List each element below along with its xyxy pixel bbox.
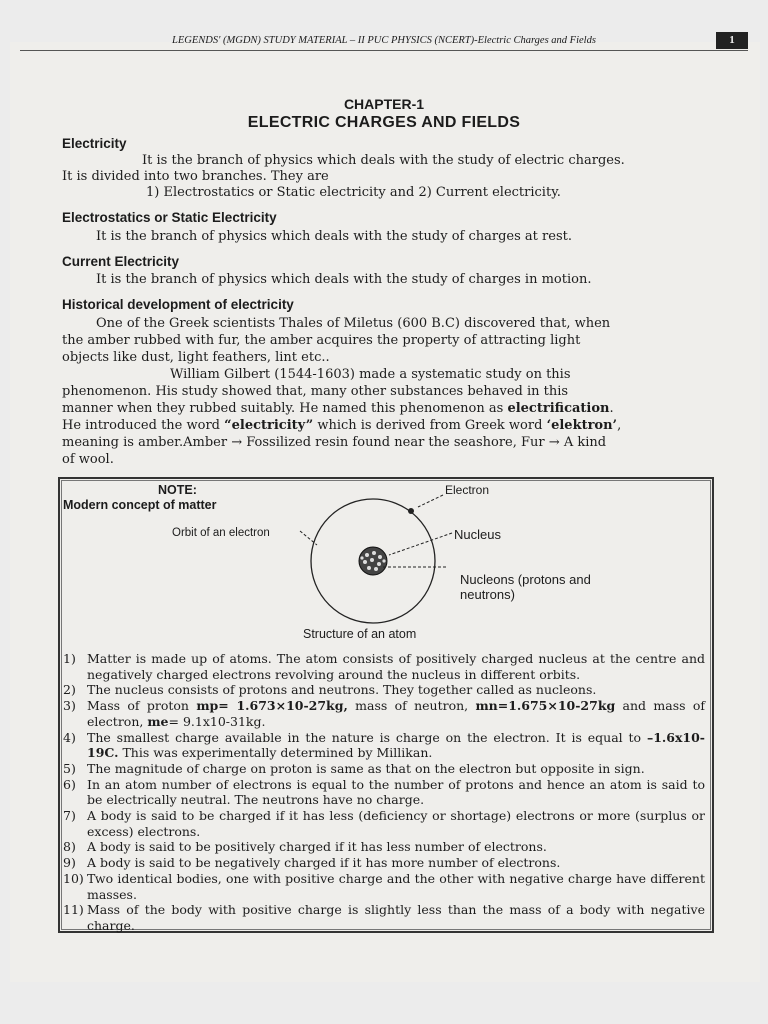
orbit-pointer	[300, 531, 317, 545]
history-line-8-a: meaning is amber.Amber	[62, 435, 228, 450]
list-item: 4) The smallest charge available in the nature is charge on the electron. It is equal to –1.6x10-19C. This was experimentally determined by Millikan.	[63, 729, 705, 761]
term-electrification: electrification	[507, 401, 610, 416]
list-item: 2) The nucleus consists of protons and neutrons. They together called as nucleons.	[63, 682, 597, 698]
history-line-4: William Gilbert (1544-1603) made a systematic study on this	[170, 367, 571, 382]
page-number: 1	[716, 32, 748, 49]
electricity-line1: It is the branch of physics which deals with the study of electric charges.	[142, 153, 625, 168]
running-title: LEGENDS' (MGDN) STUDY MATERIAL – II PUC PHYSICS (NCERT)-Electric Charges and Fields	[172, 35, 596, 46]
history-line-7-a: He introduced the word	[62, 418, 220, 433]
heading-current-electricity: Current Electricity	[62, 254, 180, 269]
history-line-7-b: which is derived from Greek word	[317, 418, 543, 433]
history-line-8-b: Fossilized resin found near the seashore, Fur	[246, 435, 545, 450]
label-electron: Electron	[445, 483, 490, 497]
history-line-2: the amber rubbed with fur, the amber acquires the property of attracting light	[62, 333, 581, 348]
history-line-8	[62, 434, 702, 451]
list-item: 1) Matter is made up of atoms. The atom consists of positively charged nucleus at the centre and negatively charged electrons revolving around the nucleus in different orbits.	[63, 651, 705, 682]
history-line-6-text: manner when they rubbed suitably. He named this phenomenon as	[62, 401, 504, 416]
term-elektron: ‘elektron’	[546, 418, 618, 433]
history-line-6: manner when they rubbed suitably. He named this phenomenon as electrification.	[62, 401, 614, 416]
note-points	[63, 651, 705, 934]
label-nucleons-2: neutrons)	[460, 587, 515, 602]
heading-electricity: Electricity	[62, 136, 127, 151]
list-item: 10) Two identical bodies, one with positive charge and the other with negative charge have different masses.	[63, 870, 705, 902]
history-line-9: of wool.	[62, 452, 114, 467]
history-line-7: He introduced the word “electricity” which is derived from Greek word ‘elektron’,	[62, 418, 622, 433]
note-heading: Modern concept of matter	[63, 498, 217, 512]
chapter-title: ELECTRIC CHARGES AND FIELDS	[247, 114, 521, 131]
running-header	[20, 32, 748, 51]
electricity-line2: It is divided into two branches. They are	[62, 169, 329, 184]
list-item: 5) The magnitude of charge on proton is same as that on the electron but opposite in sign.	[63, 760, 645, 776]
list-item: 3) Mass of proton mp= 1.673×10-27kg, mass of neutron, mn=1.675×10-27kg and mass of electron, me= 9.1x10-31kg.	[63, 698, 705, 729]
electricity-line3: 1) Electrostatics or Static electricity and 2) Current electricity.	[146, 185, 561, 200]
arrow-icon: →	[548, 435, 560, 450]
electron-dot	[408, 508, 414, 514]
list-item: 9) A body is said to be negatively charged if it has more number of electrons.	[63, 855, 561, 871]
electron-pointer	[418, 495, 443, 507]
note-label: NOTE:	[158, 483, 197, 497]
list-item: 6) In an atom number of electrons is equal to the number of protons and hence an atom is said to be electrically neutral. The neutrons have no charge.	[63, 776, 705, 808]
diagram-caption: Structure of an atom	[303, 627, 417, 641]
list-item: 11) Mass of the body with positive charge is slightly less than the mass of a body with negative charge.	[63, 902, 705, 933]
list-item: 7) A body is said to be charged if it has less (deficiency or shortage) electrons or more (surplus or excess) electrons.	[63, 808, 705, 839]
atom-diagram	[60, 479, 712, 649]
heading-history: Historical development of electricity	[62, 297, 294, 312]
electrostatics-text: It is the branch of physics which deals with the study of charges at rest.	[96, 229, 572, 244]
term-electricity: “electricity”	[224, 418, 314, 433]
nucleus-pointer	[389, 533, 452, 555]
note-box	[58, 477, 714, 933]
list-item: 8) A body is said to be positively charged if it has less number of electrons.	[63, 839, 547, 855]
label-orbit: Orbit of an electron	[172, 527, 270, 539]
history-line-5: phenomenon. His study showed that, many other substances behaved in this	[62, 384, 569, 399]
label-nucleons: Nucleons (protons and	[460, 572, 591, 587]
history-line-1: One of the Greek scientists Thales of Miletus (600 B.C) discovered that, when	[96, 316, 611, 331]
history-line-8-c: A kind	[563, 435, 607, 450]
arrow-icon: →	[231, 435, 243, 450]
current-text: It is the branch of physics which deals with the study of charges in motion.	[96, 272, 592, 287]
label-nucleus: Nucleus	[454, 527, 501, 542]
heading-electrostatics: Electrostatics or Static Electricity	[62, 210, 277, 225]
history-line-3: objects like dust, light feathers, lint etc..	[62, 350, 330, 365]
chapter-label: CHAPTER-1	[343, 96, 425, 112]
